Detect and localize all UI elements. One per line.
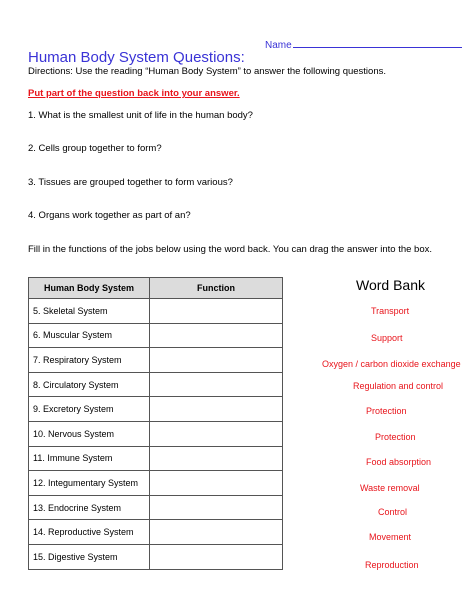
system-name: 11. Immune System	[29, 446, 150, 471]
table-row	[29, 348, 283, 373]
table-row	[29, 397, 283, 422]
red-instruction: Put part of the question back into your answer.	[28, 88, 240, 99]
function-drop-box[interactable]	[150, 471, 283, 496]
word-bank-item[interactable]: Movement	[369, 532, 412, 542]
word-bank-item[interactable]: Waste removal	[360, 483, 420, 493]
function-drop-box[interactable]	[150, 520, 283, 545]
table-row	[29, 372, 283, 397]
word-bank-title: Word Bank	[356, 277, 425, 293]
table-row	[29, 544, 283, 569]
word-bank-item[interactable]: Food absorption	[366, 457, 432, 467]
page-title: Human Body System Questions:	[28, 49, 245, 66]
system-name: 14. Reproductive System	[29, 520, 150, 545]
system-name: 8. Circulatory System	[29, 372, 150, 397]
question-2: 2. Cells group together to form?	[28, 143, 162, 154]
question-4: 4. Organs work together as part of an?	[28, 210, 191, 221]
system-name: 15. Digestive System	[29, 544, 150, 569]
table-header-function: Function	[150, 278, 283, 299]
body-system-table	[28, 277, 283, 570]
system-name: 10. Nervous System	[29, 421, 150, 446]
table-row	[29, 323, 283, 348]
word-bank-item[interactable]: Transport	[371, 306, 410, 316]
fill-instructions: Fill in the functions of the jobs below using the word back. You can drag the answer into the box.	[28, 244, 433, 255]
system-name: 6. Muscular System	[29, 323, 150, 348]
table-row	[29, 471, 283, 496]
system-name: 13. Endocrine System	[29, 495, 150, 520]
function-drop-box[interactable]	[150, 372, 283, 397]
function-drop-box[interactable]	[150, 348, 283, 373]
question-1: 1. What is the smallest unit of life in the human body?	[28, 110, 253, 121]
function-drop-box[interactable]	[150, 544, 283, 569]
table-row	[29, 495, 283, 520]
function-drop-box[interactable]	[150, 446, 283, 471]
name-underline[interactable]	[293, 37, 462, 48]
name-label: Name	[265, 40, 292, 51]
function-drop-box[interactable]	[150, 397, 283, 422]
name-field[interactable]	[265, 37, 462, 51]
function-drop-box[interactable]	[150, 299, 283, 324]
system-name: 7. Respiratory System	[29, 348, 150, 373]
word-bank-item[interactable]: Regulation and control	[353, 381, 444, 391]
table-row	[29, 299, 283, 324]
system-name: 9. Excretory System	[29, 397, 150, 422]
table-row	[29, 421, 283, 446]
function-drop-box[interactable]	[150, 323, 283, 348]
function-drop-box[interactable]	[150, 421, 283, 446]
table-row	[29, 446, 283, 471]
word-bank-item[interactable]: Protection	[366, 406, 407, 416]
question-3: 3. Tissues are grouped together to form various?	[28, 177, 233, 188]
function-drop-box[interactable]	[150, 495, 283, 520]
word-bank-item[interactable]: Protection	[375, 432, 416, 442]
word-bank-item[interactable]: Oxygen / carbon dioxide exchange	[322, 359, 461, 369]
table-header-system: Human Body System	[29, 278, 150, 299]
table-row	[29, 520, 283, 545]
word-bank-item[interactable]: Support	[371, 333, 403, 343]
system-name: 5. Skeletal System	[29, 299, 150, 324]
system-name: 12. Integumentary System	[29, 471, 150, 496]
word-bank-item[interactable]: Reproduction	[365, 560, 419, 570]
word-bank-item[interactable]: Control	[378, 507, 408, 517]
directions-text: Directions: Use the reading “Human Body System” to answer the following questions.	[28, 66, 387, 77]
